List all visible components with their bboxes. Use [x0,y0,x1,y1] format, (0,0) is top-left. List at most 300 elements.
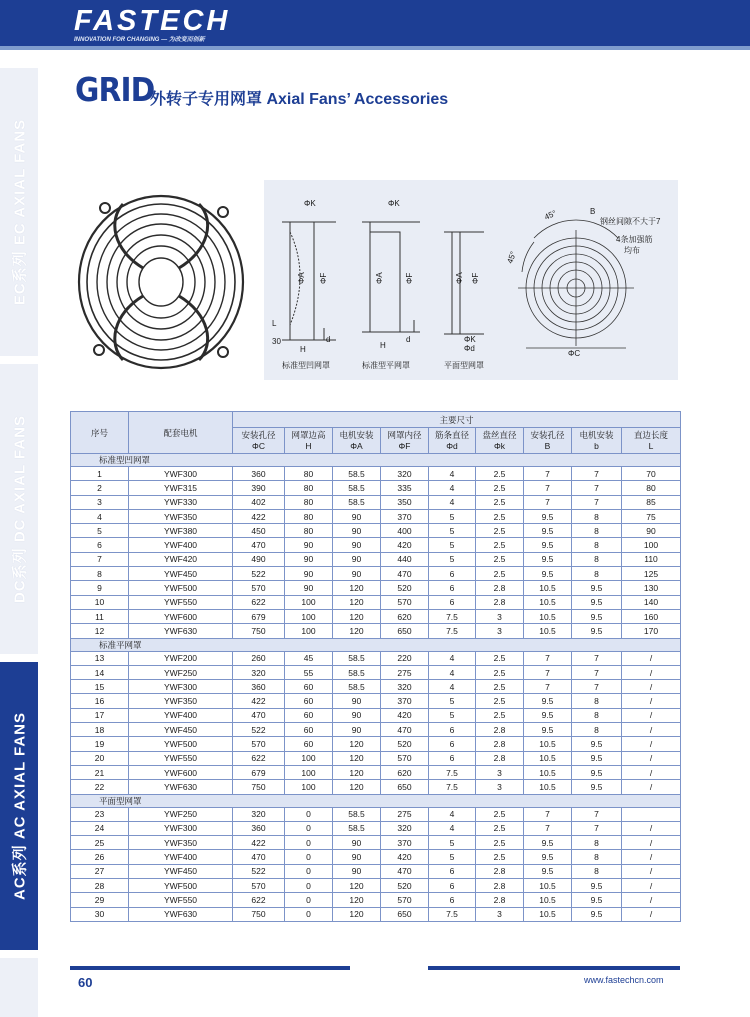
table-cell: 10.5 [524,907,572,921]
table-cell: 2.5 [476,708,524,722]
column-header-symbol: H [305,440,312,451]
table-cell: 520 [381,737,429,751]
label-phif-1: ΦF [319,272,328,284]
table-cell: 2.5 [476,552,524,566]
table-cell: 58.5 [333,680,381,694]
column-header-cn: 电机安装 [339,429,374,440]
table-cell: 6 [429,751,476,765]
table-cell: 750 [233,624,285,638]
table-cell: 10.5 [524,893,572,907]
header-strip [0,46,750,50]
table-cell: YWF350 [129,509,233,523]
table-cell: / [622,879,681,893]
table-cell: 6 [71,538,129,552]
table-cell: 0 [285,807,333,821]
table-cell: 120 [333,595,381,609]
table-row [71,850,681,864]
table-cell: 7 [524,467,572,481]
table-cell: 29 [71,893,129,907]
table-row [71,567,681,581]
table-cell: 120 [333,609,381,623]
table-cell: 55 [285,665,333,679]
table-cell: 2.5 [476,807,524,821]
table-cell: 402 [233,495,285,509]
table-cell: 650 [381,624,429,638]
caption-standard-concave: 标准型凹网罩 [282,361,330,370]
table-cell: YWF300 [129,467,233,481]
table-cell: 370 [381,694,429,708]
table-cell: 9.5 [572,907,622,921]
table-cell: 470 [381,864,429,878]
table-cell: 125 [622,567,681,581]
page-title: GRID [75,70,155,109]
table-cell: 5 [429,836,476,850]
footer-url[interactable]: www.fastechcn.com [584,975,664,985]
table-cell: 0 [285,893,333,907]
table-cell: / [622,651,681,665]
table-cell: 170 [622,624,681,638]
table-cell: 2 [71,481,129,495]
table-cell: / [622,708,681,722]
header-bar [0,0,750,46]
table-cell: 7.5 [429,907,476,921]
table-cell: 10 [71,595,129,609]
table-cell: 620 [381,765,429,779]
table-cell: 120 [333,780,381,794]
table-cell: 90 [333,524,381,538]
table-cell: 570 [233,879,285,893]
table-cell: 9.5 [524,552,572,566]
table-row [71,665,681,679]
table-cell: 7 [524,651,572,665]
grid-guard-photo [73,190,248,375]
table-cell: 9.5 [572,879,622,893]
table-cell: 679 [233,609,285,623]
table-cell: 8 [71,567,129,581]
table-cell: 0 [285,864,333,878]
table-cell: 470 [233,850,285,864]
table-cell: 2.5 [476,495,524,509]
label-b: B [590,207,596,216]
table-cell: 18 [71,723,129,737]
table-cell: 8 [572,694,622,708]
label-phif-3: ΦF [471,272,480,284]
table-cell: YWF500 [129,879,233,893]
table-row [71,723,681,737]
table-cell: 90 [333,538,381,552]
table-cell: YWF630 [129,780,233,794]
sidebar-tab-ac-label: AC系列 AC AXIAL FANS [11,711,29,901]
table-cell: 2.8 [476,595,524,609]
table-cell: 100 [285,624,333,638]
table-cell: 9.5 [572,595,622,609]
table-cell: / [622,694,681,708]
table-cell: 6 [429,864,476,878]
table-cell: 100 [285,765,333,779]
table-cell: 7 [572,821,622,835]
table-cell: 100 [622,538,681,552]
column-header-cn: 网罩内径 [387,429,422,440]
table-cell: YWF330 [129,495,233,509]
table-cell: 10.5 [524,765,572,779]
table-cell: 2.5 [476,651,524,665]
table-cell: 120 [333,624,381,638]
table-cell: 420 [381,708,429,722]
table-cell: 0 [285,879,333,893]
table-cell: 19 [71,737,129,751]
footer-bar-left [70,966,350,970]
table-cell: 570 [233,737,285,751]
table-cell: 0 [285,850,333,864]
table-cell: 9.5 [524,864,572,878]
table-cell: 4 [71,509,129,523]
table-cell: 9.5 [572,765,622,779]
table-cell: 60 [285,694,333,708]
table-cell: 4 [429,651,476,665]
group-label: 平面型网罩 [71,794,681,807]
table-cell: 2.8 [476,879,524,893]
table-cell: 522 [233,723,285,737]
sidebar-tab-ec[interactable] [0,68,38,356]
table-cell: 120 [333,907,381,921]
table-cell: 5 [429,552,476,566]
table-cell: 27 [71,864,129,878]
table-cell: 3 [476,609,524,623]
column-header [285,428,333,454]
table-cell: YWF450 [129,723,233,737]
caption-standard-flat: 标准型平网罩 [362,361,410,370]
table-cell: 390 [233,481,285,495]
table-cell: 320 [381,467,429,481]
caption-flat-type: 平面型网罩 [444,361,484,370]
table-cell: 570 [381,595,429,609]
table-cell: 120 [333,581,381,595]
table-cell: 9.5 [524,850,572,864]
table-cell: 2.5 [476,509,524,523]
table-cell: 7 [572,651,622,665]
table-cell: 320 [381,821,429,835]
page-number: 60 [78,975,93,990]
table-cell: 5 [429,708,476,722]
table-cell: 420 [381,538,429,552]
table-cell: 6 [429,581,476,595]
table-cell: 26 [71,850,129,864]
label-l-1: L [272,319,277,328]
table-cell: 6 [429,879,476,893]
table-cell: / [622,737,681,751]
table-cell: 3 [476,907,524,921]
column-header [622,428,681,454]
table-cell: YWF350 [129,836,233,850]
table-cell: 275 [381,665,429,679]
label-phik-2: ΦK [388,199,400,208]
table-cell: 70 [622,467,681,481]
table-cell: 85 [622,495,681,509]
table-cell: 2.8 [476,751,524,765]
table-cell: 2.5 [476,850,524,864]
table-cell: 2.5 [476,694,524,708]
table-cell: 58.5 [333,481,381,495]
table-cell: 90 [333,694,381,708]
table-cell: 90 [333,708,381,722]
table-cell: 58.5 [333,665,381,679]
label-phia-2: ΦA [375,272,384,284]
column-header-cn: 直边长度 [633,429,668,440]
table-cell: 80 [285,467,333,481]
table-cell: 360 [233,821,285,835]
table-cell: 3 [476,624,524,638]
table-cell: 25 [71,836,129,850]
column-header-cn: 网罩边高 [291,429,326,440]
table-cell: / [622,907,681,921]
table-cell: 110 [622,552,681,566]
table-cell: 2.5 [476,467,524,481]
table-cell: 11 [71,609,129,623]
table-row [71,651,681,665]
table-cell: 90 [333,864,381,878]
table-cell: 6 [429,723,476,737]
table-cell: / [622,723,681,737]
table-cell: YWF250 [129,665,233,679]
table-cell: 7 [572,481,622,495]
table-cell: YWF500 [129,581,233,595]
table-cell: 100 [285,595,333,609]
table-cell: 650 [381,907,429,921]
table-row [71,807,681,821]
table-cell: 9.5 [524,524,572,538]
table-cell: 15 [71,680,129,694]
table-cell: 4 [429,807,476,821]
table-cell: 90 [333,567,381,581]
table-cell: 350 [381,495,429,509]
table-cell: 7.5 [429,780,476,794]
table-cell: 400 [381,524,429,538]
table-cell: YWF450 [129,567,233,581]
table-cell: 75 [622,509,681,523]
table-cell: 140 [622,595,681,609]
table-cell: 4 [429,467,476,481]
table-cell: 8 [572,538,622,552]
brand-logo: FASTECH [74,5,231,37]
table-cell: 23 [71,807,129,821]
column-header-symbol: Φk [493,440,506,451]
table-cell: 9.5 [524,694,572,708]
table-cell: 8 [572,836,622,850]
table-cell: 0 [285,836,333,850]
table-cell [622,807,681,821]
table-cell: 5 [71,524,129,538]
column-header-cn: 电机安装 [579,429,614,440]
label-phid-3: Φd [464,344,475,353]
table-row [71,836,681,850]
table-cell: 5 [429,524,476,538]
table-cell: 0 [285,821,333,835]
table-cell: 7 [572,467,622,481]
table-cell: YWF200 [129,651,233,665]
label-phik-3: ΦK [464,335,476,344]
table-cell: / [622,665,681,679]
table-cell: 9.5 [572,609,622,623]
column-header-symbol: L [648,440,654,451]
table-cell: 90 [285,581,333,595]
group-label: 标准平网罩 [71,638,681,651]
table-row [71,765,681,779]
table-cell: 14 [71,665,129,679]
table-cell: 4 [429,665,476,679]
table-cell: 2.5 [476,665,524,679]
column-header-cn: 盘丝直径 [482,429,517,440]
table-cell: 440 [381,552,429,566]
table-cell: 90 [622,524,681,538]
table-cell: 160 [622,609,681,623]
table-cell: 450 [233,524,285,538]
table-cell: 6 [429,893,476,907]
table-cell: YWF350 [129,694,233,708]
table-cell: 2.8 [476,893,524,907]
column-header-symbol: ΦA [350,440,363,451]
column-header [381,428,429,454]
table-cell: 622 [233,595,285,609]
table-cell: 4 [429,495,476,509]
table-row [71,509,681,523]
table-cell: YWF400 [129,538,233,552]
table-cell: 360 [233,680,285,694]
table-cell: 422 [233,836,285,850]
table-cell: 320 [233,807,285,821]
table-row [71,524,681,538]
table-cell: 320 [233,665,285,679]
table-cell: 275 [381,807,429,821]
label-phif-2: ΦF [405,272,414,284]
table-cell: 2.5 [476,524,524,538]
table-cell: 7 [572,807,622,821]
column-header-symbol: B [544,440,551,451]
table-cell: 9.5 [524,723,572,737]
table-cell: 470 [381,567,429,581]
table-row [71,552,681,566]
table-cell: 90 [333,836,381,850]
label-phik-1: ΦK [304,199,316,208]
table-cell: YWF400 [129,850,233,864]
table-cell: 4 [429,821,476,835]
table-cell: / [622,836,681,850]
table-cell: 7 [524,821,572,835]
header-motor: 配套电机 [129,412,233,454]
column-header-cn: 筋条直径 [434,429,469,440]
table-cell: 90 [333,552,381,566]
table-cell: / [622,680,681,694]
table-cell: 7 [524,665,572,679]
table-cell: 650 [381,780,429,794]
column-header-symbol: Φd [446,440,458,451]
table-row [71,609,681,623]
table-cell: 2.5 [476,821,524,835]
sidebar-tab-ac[interactable] [0,662,38,950]
label-phic: ΦC [568,349,581,358]
label-d-1: d [326,335,331,344]
table-cell: 9 [71,581,129,595]
table-cell: YWF550 [129,595,233,609]
header-main-dims: 主要尺寸 [233,412,681,428]
table-cell: 2.5 [476,481,524,495]
table-row [71,821,681,835]
table-row [71,879,681,893]
column-header [233,428,285,454]
table-row [71,595,681,609]
table-cell: 12 [71,624,129,638]
table-cell: 90 [285,538,333,552]
label-30: 30 [272,337,281,346]
table-cell: 8 [572,708,622,722]
page-subtitle: 外转子专用网罩 Axial Fans’ Accessories [150,91,449,108]
sidebar-tab-ec-label: EC系列 EC AXIAL FANS [11,118,29,306]
column-header [524,428,572,454]
table-cell: 750 [233,780,285,794]
table-row [71,708,681,722]
sidebar-tab-dc[interactable] [0,364,38,654]
table-cell: 58.5 [333,495,381,509]
table-cell: YWF500 [129,737,233,751]
table-cell: 58.5 [333,821,381,835]
table-cell: YWF400 [129,708,233,722]
table-row [71,864,681,878]
table-cell: / [622,864,681,878]
group-label: 标准型凹网罩 [71,454,681,467]
sidebar-tab-dc-label: DC系列 DC AXIAL FANS [11,414,29,604]
table-cell: YWF600 [129,765,233,779]
column-header [333,428,381,454]
table-cell: 8 [572,864,622,878]
table-cell: 45 [285,651,333,665]
table-cell: 80 [285,524,333,538]
sidebar-tab-blank [0,958,38,1017]
table-cell: 7.5 [429,765,476,779]
brand-slogan: INNOVATION FOR CHANGING — 为改变而创新 [74,37,205,43]
table-cell: 60 [285,708,333,722]
table-cell: 5 [429,538,476,552]
table-cell: 9.5 [572,624,622,638]
table-cell: 9.5 [572,737,622,751]
table-row [71,893,681,907]
table-row [71,680,681,694]
column-header-symbol: b [594,440,599,451]
table-cell: 100 [285,609,333,623]
table-cell: 60 [285,680,333,694]
column-header-cn: 安装孔径 [530,429,565,440]
table-cell: 9.5 [572,581,622,595]
table-cell: 679 [233,765,285,779]
table-cell: 10.5 [524,737,572,751]
table-cell: 80 [285,481,333,495]
label-45-top: 45° [543,208,558,222]
table-cell: YWF300 [129,680,233,694]
spec-table [70,411,681,922]
table-cell: 60 [285,737,333,751]
column-header-symbol: ΦF [398,440,411,451]
table-cell: / [622,850,681,864]
table-cell: 2.8 [476,581,524,595]
table-cell: 570 [233,581,285,595]
table-cell: 620 [381,609,429,623]
table-cell: 10.5 [524,879,572,893]
table-cell: 7 [71,552,129,566]
table-row [71,624,681,638]
table-cell: 17 [71,708,129,722]
table-cell: 90 [333,723,381,737]
table-cell: 522 [233,864,285,878]
table-row [71,495,681,509]
note-evenly: 均布 [624,246,640,255]
